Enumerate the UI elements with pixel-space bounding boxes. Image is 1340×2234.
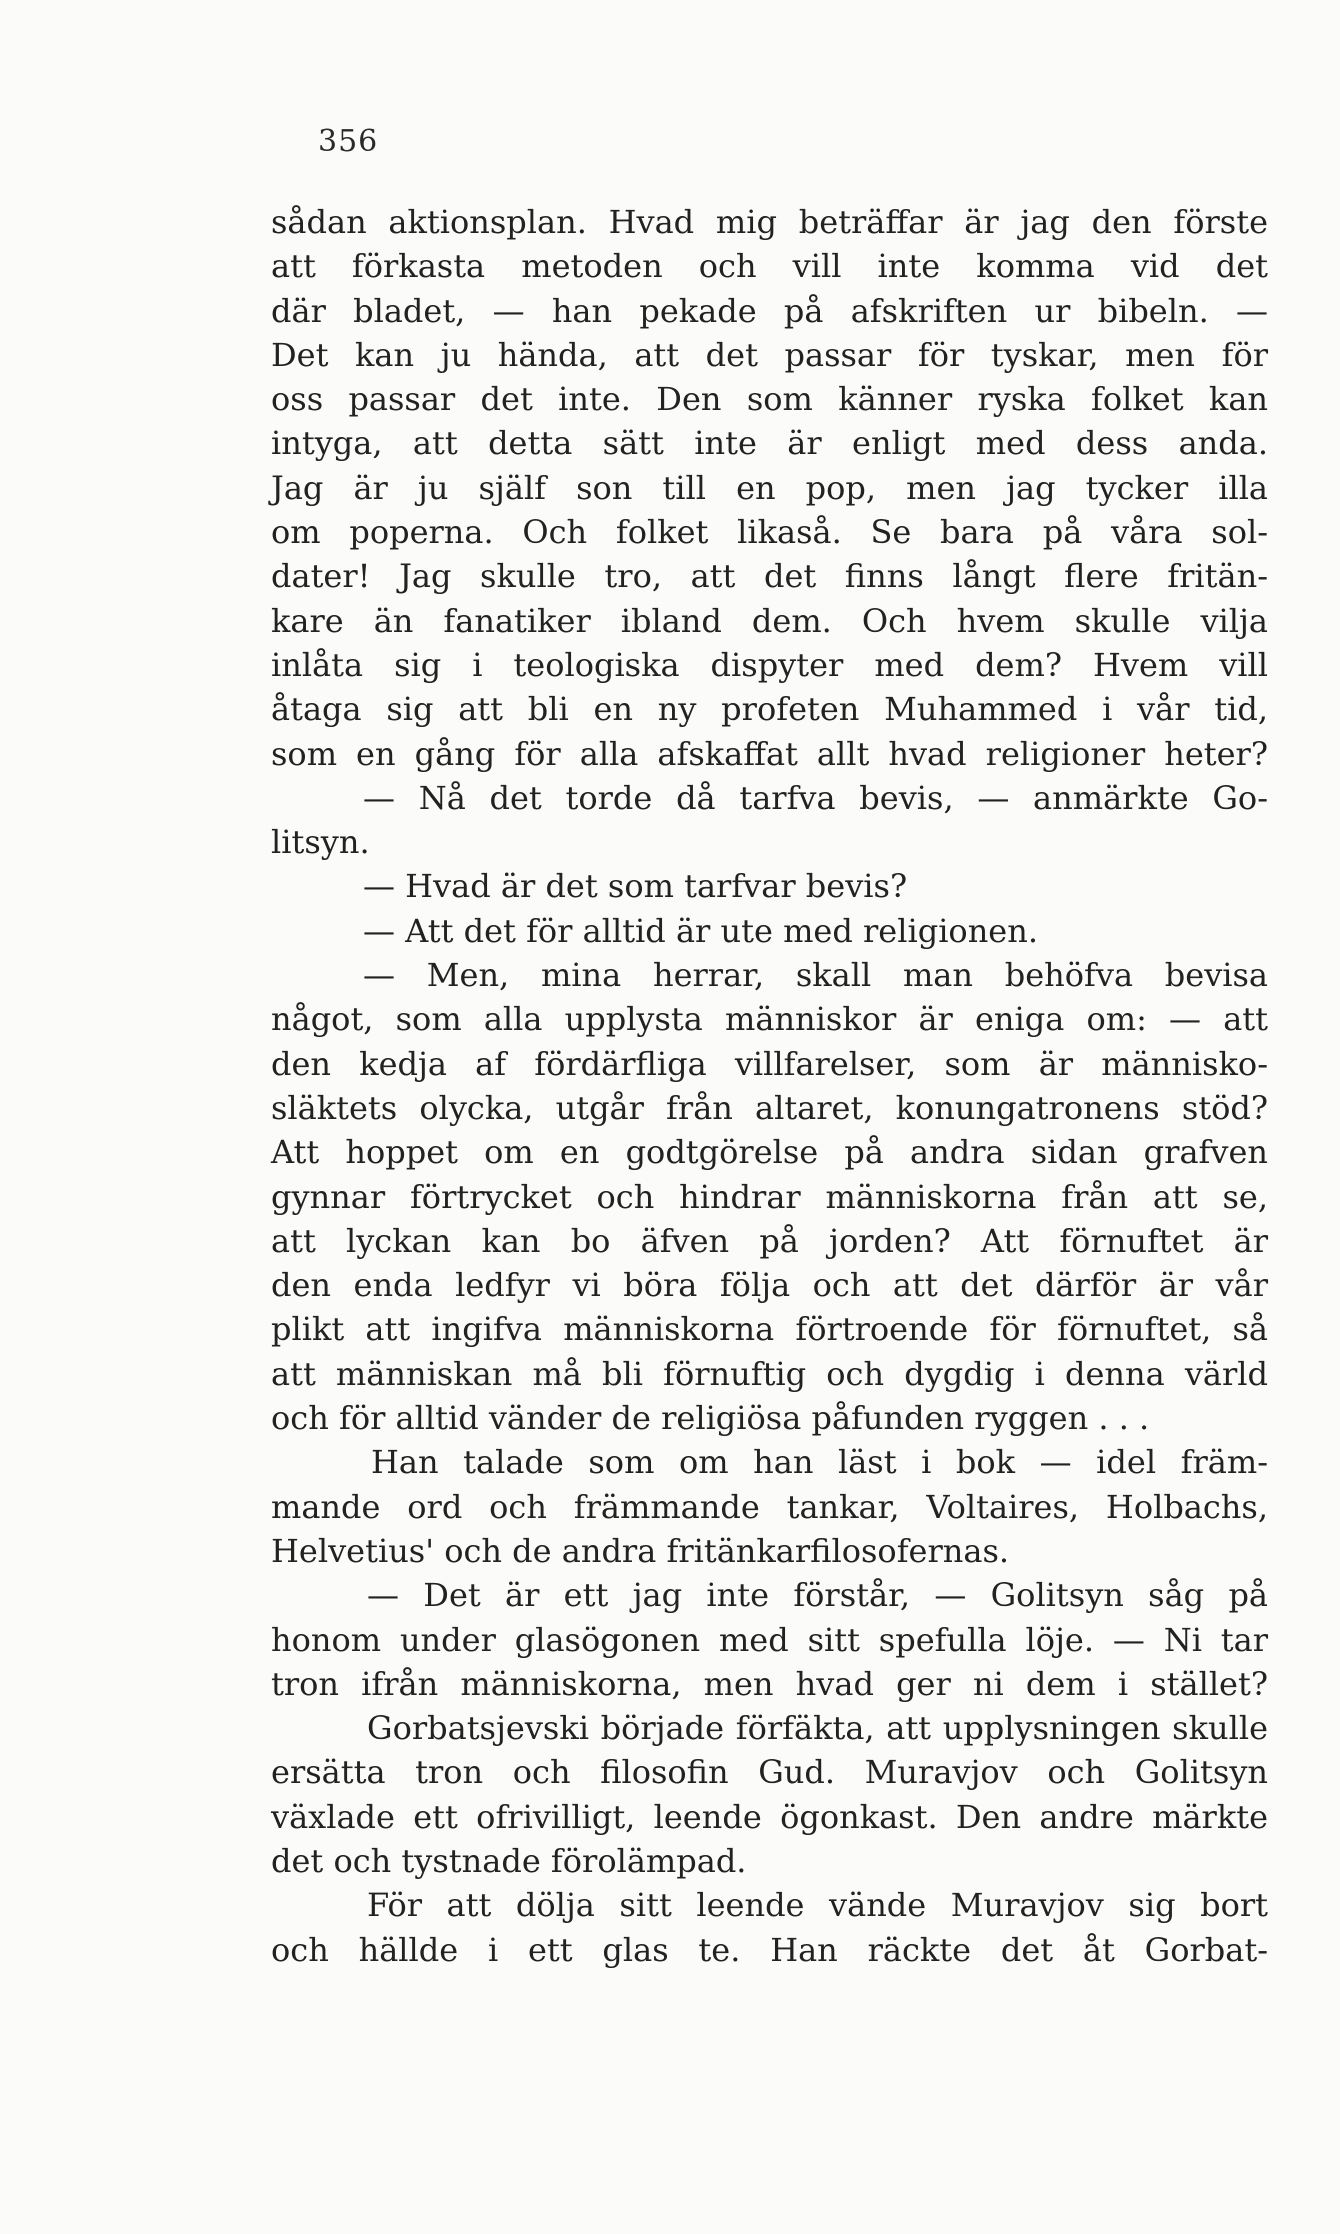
text-line: den enda ledfyr vi böra följa och att det därför är vår: [271, 1266, 1268, 1305]
text-line: Att hoppet om en godtgörelse på andra sidan grafven: [271, 1133, 1268, 1172]
text-line: att förkasta metoden och vill inte komma vid det: [271, 247, 1268, 286]
text-line: växlade ett ofrivilligt, leende ögonkast. Den andre märkte: [271, 1797, 1268, 1836]
text-line: gynnar förtrycket och hindrar människorna från att se,: [271, 1177, 1268, 1216]
text-line: Jag är ju själf son till en pop, men jag tycker illa: [271, 468, 1268, 507]
text-line: tron ifrån människorna, men hvad ger ni dem i stället?: [271, 1664, 1268, 1703]
text-line: och för alltid vänder de religiösa påfunden ryggen . . .: [271, 1399, 1150, 1438]
text-line: plikt att ingifva människorna förtroende för förnuftet, så: [271, 1310, 1268, 1349]
text-line: åtaga sig att bli en ny profeten Muhammed i vår tid,: [271, 690, 1268, 729]
text-line: mande ord och främmande tankar, Voltaires, Holbachs,: [271, 1487, 1268, 1526]
text-line: Det kan ju hända, att det passar för tyskar, men för: [271, 335, 1268, 374]
body-text: [271, 200, 1268, 1972]
text-line: — Nå det torde då tarfva bevis, — anmärkte Go-: [363, 778, 1268, 817]
text-line: den kedja af fördärfliga villfarelser, som är människo-: [271, 1044, 1268, 1083]
text-line: litsyn.: [271, 823, 370, 862]
text-line: och hällde i ett glas te. Han räckte det åt Gorbat-: [271, 1930, 1268, 1969]
text-line: sådan aktionsplan. Hvad mig beträffar är jag den förste: [271, 203, 1268, 241]
text-line: — Det är ett jag inte förstår, — Golitsyn såg på: [367, 1576, 1268, 1615]
text-line: oss passar det inte. Den som känner ryska folket kan: [271, 380, 1268, 419]
text-line: om poperna. Och folket likaså. Se bara på våra sol-: [271, 513, 1268, 552]
text-line: där bladet, — han pekade på afskriften ur bibeln. —: [271, 291, 1268, 330]
text-line: intyga, att detta sätt inte är enligt med dess anda.: [271, 424, 1268, 463]
text-line: honom under glasögonen med sitt spefulla löje. — Ni tar: [271, 1620, 1268, 1659]
text-line: inlåta sig i teologiska dispyter med dem? Hvem vill: [271, 645, 1268, 684]
text-line: att människan må bli förnuftig och dygdig i denna värld: [271, 1354, 1268, 1393]
text-line: Helvetius' och de andra fritänkarfilosofernas.: [271, 1531, 1010, 1570]
text-line: som en gång för alla afskaffat allt hvad religioner heter?: [271, 734, 1268, 773]
text-line: — Att det för alltid är ute med religionen.: [363, 911, 1039, 950]
page-number: 356: [318, 124, 379, 159]
text-line: — Hvad är det som tarfvar bevis?: [363, 867, 908, 906]
text-line: släktets olycka, utgår från altaret, konungatronens stöd?: [271, 1088, 1268, 1127]
text-line: — Men, mina herrar, skall man behöfva bevisa: [363, 956, 1268, 995]
text-line: Han talade som om han läst i bok — idel främ-: [371, 1443, 1268, 1482]
text-line: Gorbatsjevski började förfäkta, att upplysningen skulle: [367, 1709, 1268, 1748]
text-line: något, som alla upplysta människor är eniga om: — att: [271, 1000, 1268, 1039]
text-line: ersätta tron och filosofin Gud. Muravjov och Golitsyn: [271, 1753, 1268, 1792]
text-line: dater! Jag skulle tro, att det finns långt flere fritän-: [271, 557, 1268, 596]
text-line: För att dölja sitt leende vände Muravjov sig bort: [367, 1886, 1268, 1925]
text-line: kare än fanatiker ibland dem. Och hvem skulle vilja: [271, 601, 1268, 640]
text-line: att lyckan kan bo äfven på jorden? Att förnuftet är: [271, 1221, 1268, 1260]
text-line: det och tystnade förolämpad.: [271, 1841, 747, 1880]
